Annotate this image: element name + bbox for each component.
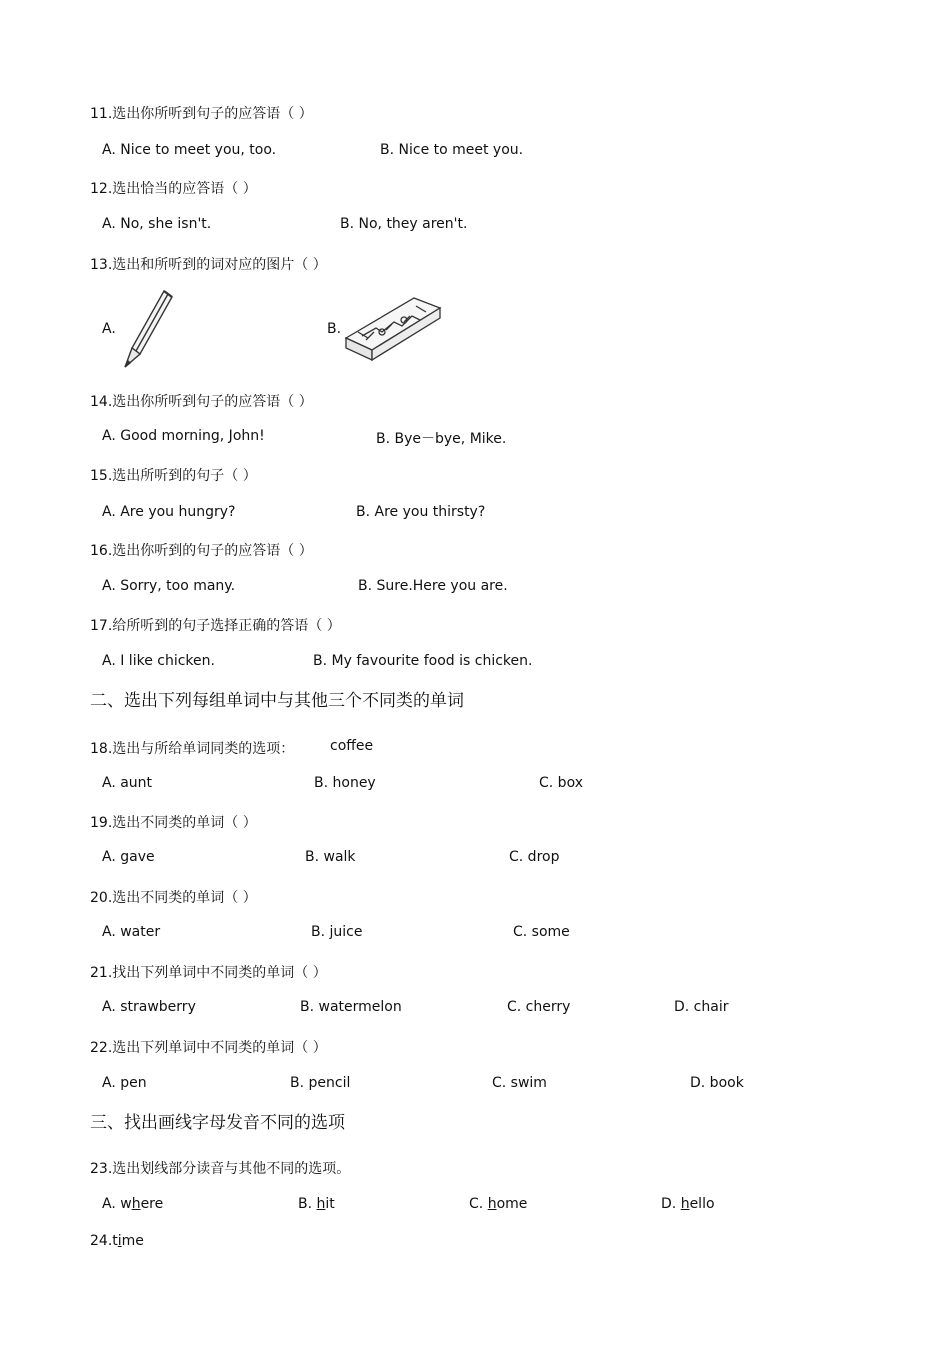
question-20-option-a: A. water [102, 924, 161, 940]
question-14-option-a: A. Good morning, John! [102, 428, 265, 444]
question-22-option-d: D. book [690, 1075, 744, 1091]
question-12-stem: 12.选出恰当的应答语（ ） [90, 181, 257, 197]
question-17-option-b: B. My favourite food is chicken. [313, 653, 533, 669]
question-19-option-c: C. drop [509, 849, 560, 865]
question-22-stem: 22.选出下列单词中不同类的单词（ ） [90, 1040, 327, 1056]
pencil-image [118, 288, 176, 374]
question-23-option-a: A. where [102, 1196, 164, 1212]
question-23-option-d: D. hello [661, 1196, 715, 1212]
question-21-stem: 21.找出下列单词中不同类的单词（ ） [90, 965, 327, 981]
question-18-option-b: B. honey [314, 775, 376, 791]
question-11-option-b: B. Nice to meet you. [380, 142, 524, 158]
question-19-option-b: B. walk [305, 849, 356, 865]
question-16-option-b: B. Sure.Here you are. [358, 578, 508, 594]
question-20-stem: 20.选出不同类的单词（ ） [90, 890, 257, 906]
question-17-option-a: A. I like chicken. [102, 653, 215, 669]
question-21-option-c: C. cherry [507, 999, 571, 1015]
question-20-option-c: C. some [513, 924, 570, 940]
pencil-case-image [342, 292, 444, 368]
question-12-option-a: A. No, she isn't. [102, 216, 212, 232]
question-21-option-d: D. chair [674, 999, 729, 1015]
question-16-option-a: A. Sorry, too many. [102, 578, 236, 594]
question-23-option-b: B. hit [298, 1196, 335, 1212]
question-19-option-a: A. gave [102, 849, 155, 865]
question-21-option-b: B. watermelon [300, 999, 402, 1015]
question-15-stem: 15.选出所听到的句子（ ） [90, 468, 257, 484]
question-19-stem: 19.选出不同类的单词（ ） [90, 815, 257, 831]
question-20-option-b: B. juice [311, 924, 363, 940]
question-11-stem: 11.选出你所听到句子的应答语（ ） [90, 106, 313, 122]
question-21-option-a: A. strawberry [102, 999, 196, 1015]
question-13-option-b: B. [327, 321, 342, 337]
question-23-option-c: C. home [469, 1196, 528, 1212]
question-11-option-a: A. Nice to meet you, too. [102, 142, 277, 158]
question-23-stem: 23.选出划线部分读音与其他不同的选项。 [90, 1161, 351, 1177]
question-15-option-a: A. Are you hungry? [102, 504, 236, 520]
section-2-title: 二、选出下列每组单词中与其他三个不同类的单词 [90, 691, 464, 711]
question-13-stem: 13.选出和所听到的词对应的图片（ ） [90, 257, 327, 273]
question-22-option-c: C. swim [492, 1075, 547, 1091]
question-13-option-a: A. [102, 321, 116, 337]
question-17-stem: 17.给所听到的句子选择正确的答语（ ） [90, 618, 341, 634]
question-14-option-b: B. Bye－bye, Mike. [376, 431, 507, 447]
question-18-word: coffee [330, 738, 374, 754]
question-22-option-a: A. pen [102, 1075, 147, 1091]
question-14-stem: 14.选出你所听到句子的应答语（ ） [90, 394, 313, 410]
question-12-option-b: B. No, they aren't. [340, 216, 468, 232]
question-15-option-b: B. Are you thirsty? [356, 504, 486, 520]
question-18-stem: 18.选出与所给单词同类的选项： [90, 741, 295, 757]
question-24-stem: 24.time [90, 1233, 144, 1249]
question-18-option-c: C. box [539, 775, 583, 791]
question-22-option-b: B. pencil [290, 1075, 351, 1091]
section-3-title: 三、找出画线字母发音不同的选项 [90, 1113, 345, 1133]
question-18-option-a: A. aunt [102, 775, 153, 791]
question-16-stem: 16.选出你听到的句子的应答语（ ） [90, 543, 313, 559]
